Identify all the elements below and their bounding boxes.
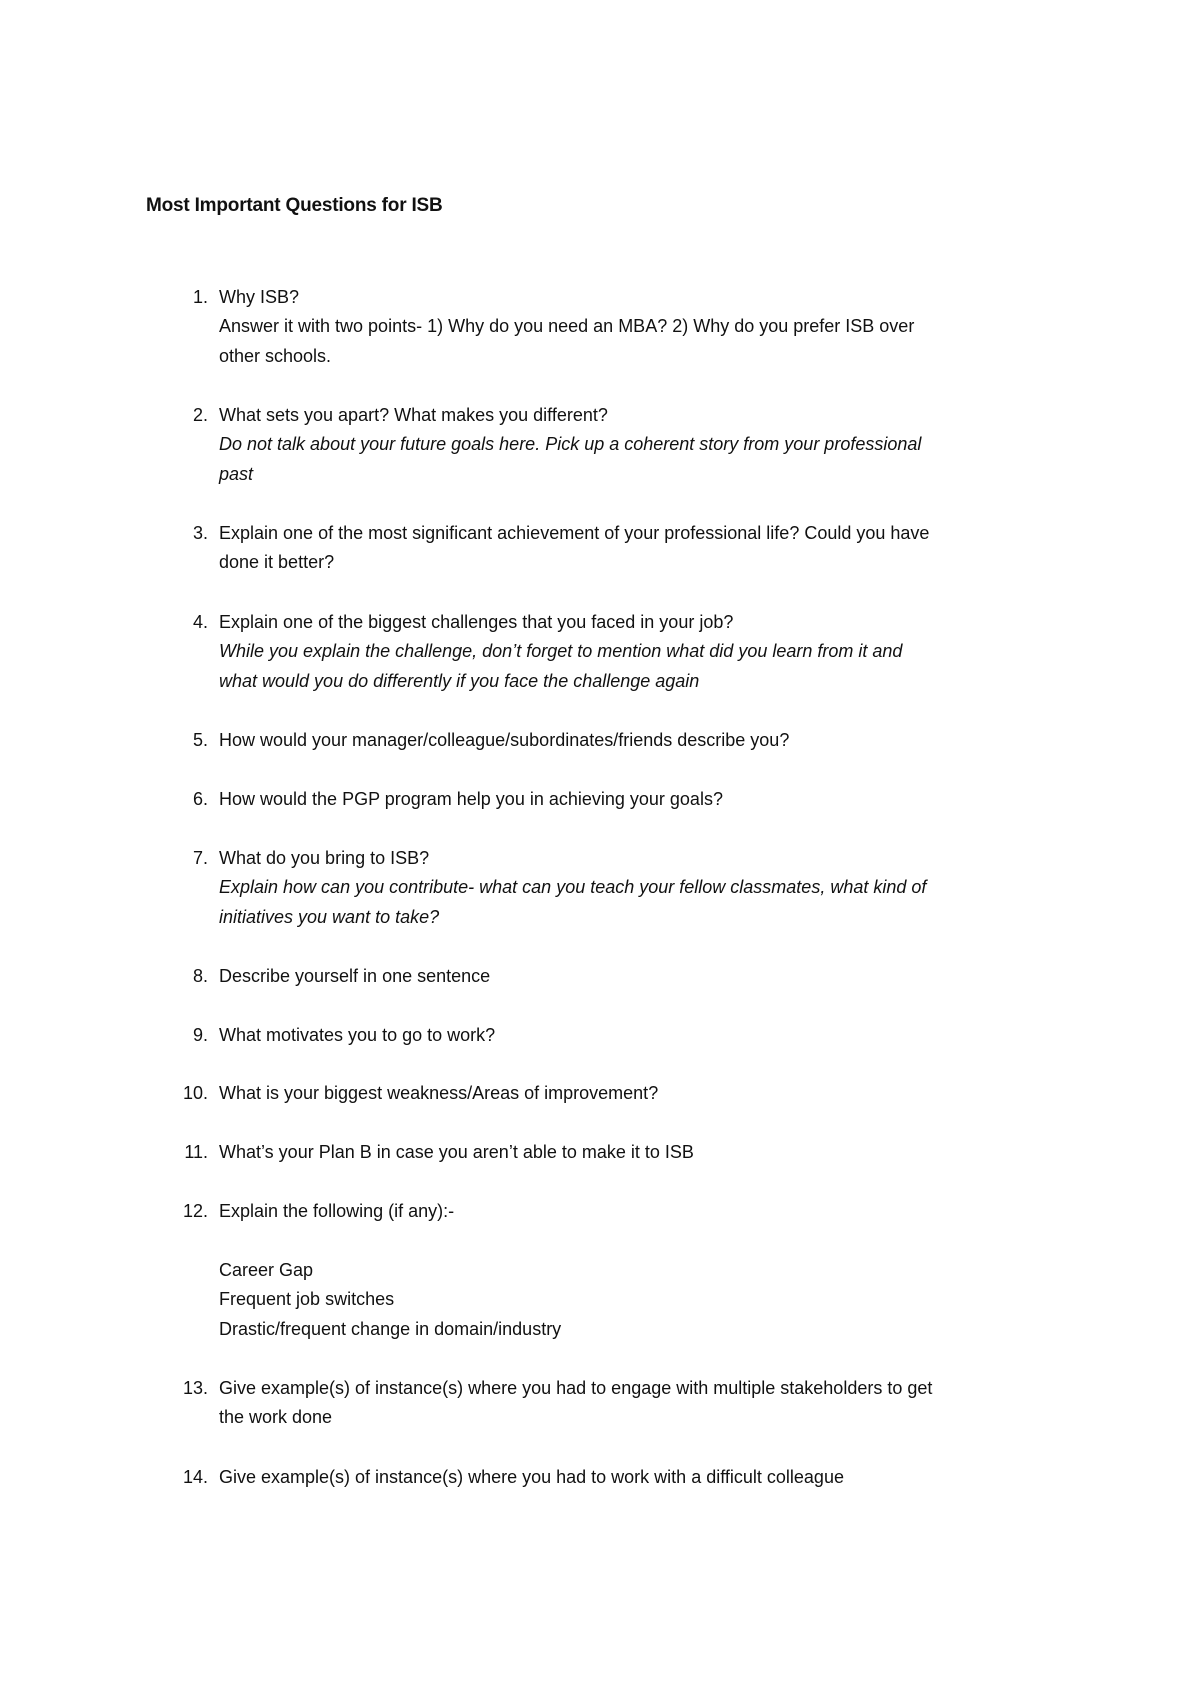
question-body bbox=[219, 844, 1039, 932]
answer-note: past bbox=[219, 463, 254, 484]
question-body bbox=[219, 1374, 1039, 1433]
list-number: 12. bbox=[182, 1201, 208, 1221]
answer-note: what would you do differently if you face the challenge again bbox=[219, 670, 700, 691]
list-number: 2. bbox=[192, 405, 208, 425]
question-body bbox=[219, 401, 1039, 489]
question-text: What is your biggest weakness/Areas of improvement? bbox=[219, 1083, 659, 1103]
question-text: done it better? bbox=[219, 552, 335, 573]
question-body bbox=[219, 283, 1039, 371]
question-text: How would your manager/colleague/subordinates/friends describe you? bbox=[219, 730, 790, 750]
list-number: 9. bbox=[192, 1025, 208, 1045]
question-text: What motivates you to go to work? bbox=[219, 1025, 496, 1045]
question-text: Give example(s) of instance(s) where you had to engage with multiple stakeholders to get bbox=[219, 1378, 933, 1398]
answer-note: Explain how can you contribute- what can you teach your fellow classmates, what kind of bbox=[219, 877, 927, 898]
sub-item: Frequent job switches bbox=[219, 1289, 395, 1310]
answer-note: initiatives you want to take? bbox=[219, 906, 440, 927]
list-number: 11. bbox=[184, 1142, 208, 1162]
question-text: How would the PGP program help you in achieving your goals? bbox=[219, 789, 723, 809]
document-title: Most Important Questions for ISB bbox=[146, 195, 443, 216]
question-body bbox=[219, 1197, 1039, 1344]
question-text: Explain the following (if any):- bbox=[219, 1201, 455, 1221]
list-number: 8. bbox=[192, 966, 208, 986]
list-number: 14. bbox=[182, 1467, 208, 1487]
list-number: 13. bbox=[182, 1378, 208, 1398]
question-body bbox=[219, 608, 1039, 696]
question-text: What do you bring to ISB? bbox=[219, 848, 430, 868]
question-text: Explain one of the most significant achievement of your professional life? Could you have bbox=[219, 523, 930, 543]
question-text: What’s your Plan B in case you aren’t able to make it to ISB bbox=[219, 1142, 694, 1162]
question-body bbox=[219, 1021, 1039, 1050]
list-number: 1. bbox=[192, 287, 208, 307]
answer-hint: other schools. bbox=[219, 345, 332, 366]
sub-item: Career Gap bbox=[219, 1259, 314, 1280]
question-body bbox=[219, 519, 1039, 578]
question-body bbox=[219, 785, 1039, 814]
list-number: 5. bbox=[192, 730, 208, 750]
question-text: Give example(s) of instance(s) where you had to work with a difficult colleague bbox=[219, 1467, 844, 1487]
list-number: 6. bbox=[192, 789, 208, 809]
spacer bbox=[219, 1226, 1039, 1255]
sub-item: Drastic/frequent change in domain/industry bbox=[219, 1318, 562, 1339]
question-body bbox=[219, 726, 1039, 755]
list-number: 10. bbox=[182, 1083, 208, 1103]
question-text: What sets you apart? What makes you different? bbox=[219, 405, 608, 425]
question-text: the work done bbox=[219, 1407, 333, 1428]
list-number: 7. bbox=[192, 848, 208, 868]
question-text: Why ISB? bbox=[219, 287, 300, 307]
answer-note: Do not talk about your future goals here. Pick up a coherent story from your professional bbox=[219, 434, 922, 455]
list-number: 3. bbox=[192, 523, 208, 543]
answer-note: While you explain the challenge, don’t forget to mention what did you learn from it and bbox=[219, 641, 903, 662]
answer-hint: Answer it with two points- 1) Why do you need an MBA? 2) Why do you prefer ISB over bbox=[219, 316, 915, 337]
question-text: Describe yourself in one sentence bbox=[219, 966, 491, 986]
question-text: Explain one of the biggest challenges that you faced in your job? bbox=[219, 612, 734, 632]
question-body bbox=[219, 1079, 1039, 1108]
question-body bbox=[219, 962, 1039, 991]
question-body bbox=[219, 1463, 1039, 1492]
list-number: 4. bbox=[192, 612, 208, 632]
question-body bbox=[219, 1138, 1039, 1167]
